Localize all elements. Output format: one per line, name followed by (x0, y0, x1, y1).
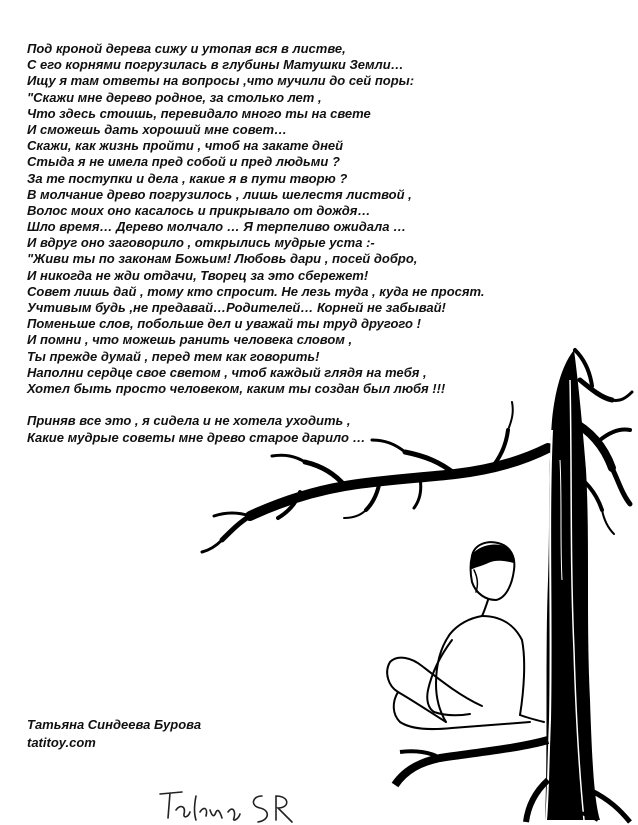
girl-figure (387, 542, 544, 729)
poem-line: За те поступки и дела , какие я в пути творю ? (27, 170, 348, 186)
author-name: Татьяна Синдеева Бурова (27, 717, 202, 732)
poem-line: В молчание древо погрузилось , лишь шелестя листвой , (27, 186, 412, 202)
poem-line: "Живи ты по законам Божьим! Любовь дари , посей добро, (27, 251, 418, 267)
poem-line: Какие мудрые советы мне древо старое дарило … (27, 429, 366, 445)
poem-line: Поменьше слов, побольше дел и уважай ты труд другого ! (27, 316, 421, 332)
poem-line: "Скажи мне дерево родное, за столько лет , (27, 89, 322, 105)
poem-line: Стыда я не имела пред собой и пред людьми ? (27, 154, 340, 170)
poem-line: Скажи, как жизнь пройти , чтоб на закате дней (27, 138, 344, 154)
stanza-gap (27, 397, 587, 413)
author-site: tatitoy.com (27, 735, 96, 750)
poem-line: Приняв все это , я сидела и не хотела уходить , (27, 413, 351, 429)
poem-line: Волос моих оно касалось и прикрывало от дождя… (27, 202, 371, 218)
poem-line: Совет лишь дай , тому кто спросит. Не лезь туда , куда не просят. (27, 283, 485, 299)
stanza-2 (27, 413, 587, 445)
poem-line: И сможешь дать хороший мне совет… (27, 121, 288, 137)
poem-line: И вдруг оно заговорило , открылись мудрые уста :- (27, 235, 375, 251)
poem-line: Ты прежде думай , перед тем как говорить! (27, 348, 320, 364)
poem-line: Учтивым будь ,не предавай…Родителей… Корней не забывай! (27, 300, 446, 315)
poem-line: И помни , что можешь ранить человека словом , (27, 332, 353, 348)
poem (27, 41, 587, 446)
poem-line: Наполни сердце свое светом , чтоб каждый глядя на тебя , (27, 364, 427, 380)
poem-line: И никогда не жди отдачи, Творец за это сбережет! (27, 267, 369, 283)
author-block (27, 716, 201, 752)
poem-line: Ищу я там ответы на вопросы ,что мучили до сей поры: (27, 73, 415, 89)
stanza-1 (27, 41, 587, 397)
signature (160, 792, 292, 822)
poem-line: Хотел быть просто человеком, каким ты создан был любя !!! (27, 380, 446, 396)
poem-line: Шло время… Дерево молчало … Я терпеливо ожидала … (27, 219, 407, 235)
poem-line: Под кроной дерева сижу и утопая вся в листве, (27, 41, 346, 56)
poem-line: С его корнями погрузилась в глубины Матушки Земли… (27, 57, 404, 73)
poem-line: Что здесь стоишь, перевидало много ты на свете (27, 105, 371, 121)
